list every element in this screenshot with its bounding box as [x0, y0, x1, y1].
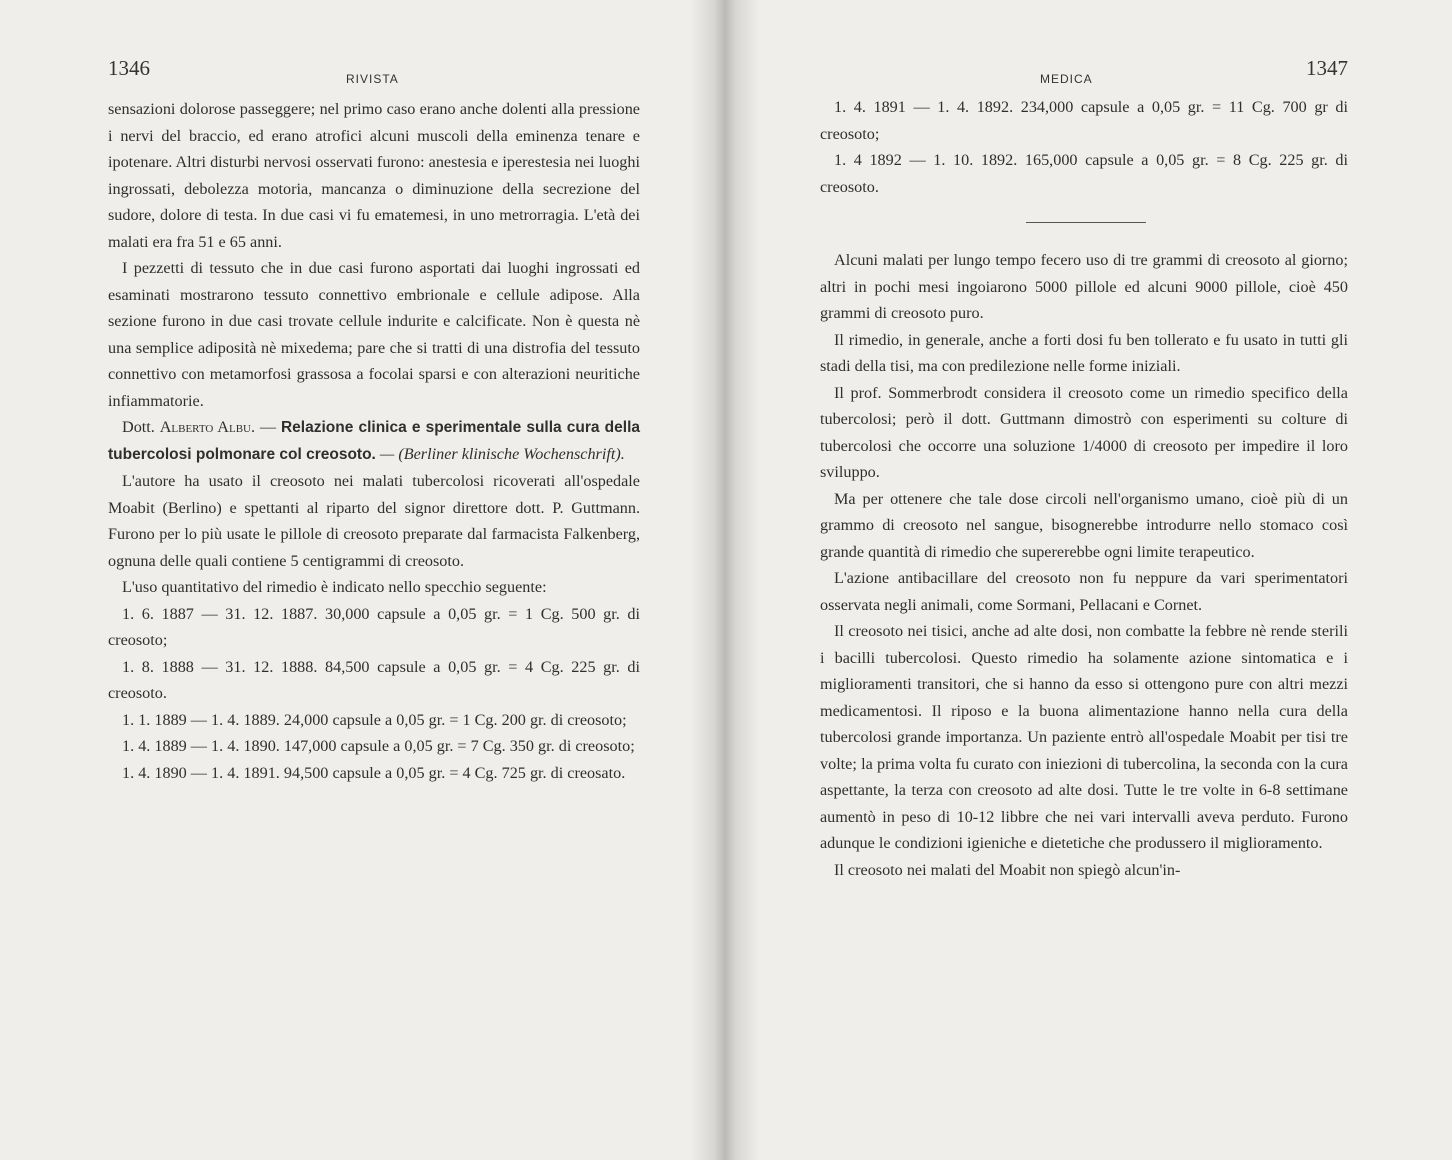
dosage-entry: 1. 4 1892 — 1. 10. 1892. 165,000 capsule a 0,05 gr. = 8 Cg. 225 gr. di creosoto.	[820, 151, 1348, 196]
left-page-header	[108, 56, 648, 92]
dosage-entry: 1. 4. 1891 — 1. 4. 1892. 234,000 capsule a 0,05 gr. = 11 Cg. 700 gr di creosoto;	[820, 98, 1348, 143]
dosage-entry: 1. 1. 1889 — 1. 4. 1889. 24,000 capsule a 0,05 gr. = 1 Cg. 200 gr. di creosoto;	[122, 710, 627, 729]
paragraph: L'autore ha usato il creosoto nei malati tubercolosi ricoverati all'ospedale Moabit (Berlino) e spettanti al riparto del signor direttore dott. P. Guttmann. Furono per lo più usate le pillole di creosoto preparate dal farmacista Falkenberg, ognuna delle quali contiene 5 centigrammi di creosoto.	[108, 472, 640, 570]
article-source: — (Berliner klinische Wochenschrift).	[379, 445, 625, 463]
article-heading	[108, 414, 640, 468]
article-title: Relazione clinica e sperimentale sulla cura della tubercolosi polmonare col creosoto.	[108, 419, 640, 463]
paragraph: Il creosoto nei tisici, anche ad alte dosi, non combatte la febbre nè rende sterili i bacilli tubercolosi. Questo rimedio ha solamente azione sintomatica e i miglioramenti transitori, che si hanno da esso si ottengono pure con altri mezzi medicamentosi. Il riposo e la buona alimentazione hanno nella cura della tubercolosi grande importanza. Un paziente entrò all'ospedale Moabit per tisi tre volte; la prima volta fu curato con iniezioni di tubercolina, la seconda con la cura aspettante, la terza con creosoto ad alte dosi. Tutte le tre volte in 6-8 settimane aumentò in peso di 10-12 libbre che nei vari intervalli aveva perduto. Furono adunque le condizioni igieniche e dietetiche che produssero il miglioramento.	[820, 622, 1348, 852]
paragraph: Ma per ottenere che tale dose circoli nell'organismo umano, cioè più di un grammo di creosoto nel sangue, bisognerebbe introdurre nello stomaco così grande quantità di rimedio che supererebbe ogni limite terapeutico.	[820, 489, 1348, 561]
running-head-left: RIVISTA	[346, 72, 399, 86]
dosage-entry: 1. 4. 1889 — 1. 4. 1890. 147,000 capsule a 0,05 gr. = 7 Cg. 350 gr. di creosoto;	[122, 737, 635, 755]
paragraph: Il prof. Sommerbrodt considera il creosoto come un rimedio specifico della tubercolosi; però il dott. Guttmann dimostrò con esperimenti su colture di tubercolosi che occorre una soluzione 1/4000 di creosoto per impedire il loro sviluppo.	[820, 383, 1348, 481]
right-page-header	[820, 56, 1348, 92]
left-text-column	[108, 96, 640, 786]
paragraph: I pezzetti di tessuto che in due casi furono asportati dai luoghi ingrossati ed esaminati mostrarono tessuto connettivo embrionale e cellule adipose. Alla sezione furono in due casi trovate cellule indurite e calcificate. Non è questa nè una semplice adiposità nè mixedema; pare che si tratti di una distrofia del tessuto connettivo con metamorfosi grassosa a focolai sparsi e con alterazioni neuritiche infiammatorie.	[108, 259, 640, 410]
running-head-right: MEDICA	[1040, 72, 1093, 86]
author-prefix: Dott.	[122, 418, 155, 436]
heading-dash: —	[255, 418, 281, 436]
right-page	[726, 0, 1452, 1160]
page-number-right: 1347	[1306, 56, 1348, 80]
dosage-entry: 1. 4. 1890 — 1. 4. 1891. 94,500 capsule a 0,05 gr. = 4 Cg. 725 gr. di creosato.	[122, 763, 626, 782]
page-number-left: 1346	[108, 56, 150, 80]
paragraph: Il creosoto nei malati del Moabit non spiegò alcun'in-	[834, 860, 1181, 879]
section-separator	[1026, 222, 1146, 223]
paragraph: sensazioni dolorose passeggere; nel primo caso erano anche dolenti alla pressione i nervi del braccio, ed erano atrofici alcuni muscoli della eminenza tenare e ipotenare. Altri disturbi nervosi osservati furono: anestesia e iperestesia nei luoghi ingrossati, debolezza motoria, mancanza o diminuzione della secrezione del sudore, dolore di testa. In due casi vi fu ematemesi, in uno metrorragia. L'età dei malati era fra 51 e 65 anni.	[108, 100, 640, 251]
paragraph: L'azione antibacillare del creosoto non fu neppure da vari sperimentatori osservata negli animali, come Sormani, Pellacani e Cornet.	[820, 569, 1348, 614]
paragraph: Alcuni malati per lungo tempo fecero uso di tre grammi di creosoto al giorno; altri in pochi mesi ingoiarono 5000 pillole ed alcuni 9000 pillole, cioè 450 grammi di creosoto puro.	[820, 251, 1348, 322]
dosage-entry: 1. 6. 1887 — 31. 12. 1887. 30,000 capsule a 0,05 gr. = 1 Cg. 500 gr. di creosoto;	[108, 604, 640, 649]
paragraph: L'uso quantitativo del rimedio è indicato nello specchio seguente:	[122, 578, 547, 596]
article-author: Alberto Albu.	[159, 418, 256, 436]
dosage-entry: 1. 8. 1888 — 31. 12. 1888. 84,500 capsule a 0,05 gr. = 4 Cg. 225 gr. di creosoto.	[108, 657, 640, 702]
right-text-column	[820, 94, 1348, 883]
paragraph: Il rimedio, in generale, anche a forti dosi fu ben tollerato e fu usato in tutti gli stadi della tisi, ma con predilezione nelle forme iniziali.	[820, 330, 1348, 375]
